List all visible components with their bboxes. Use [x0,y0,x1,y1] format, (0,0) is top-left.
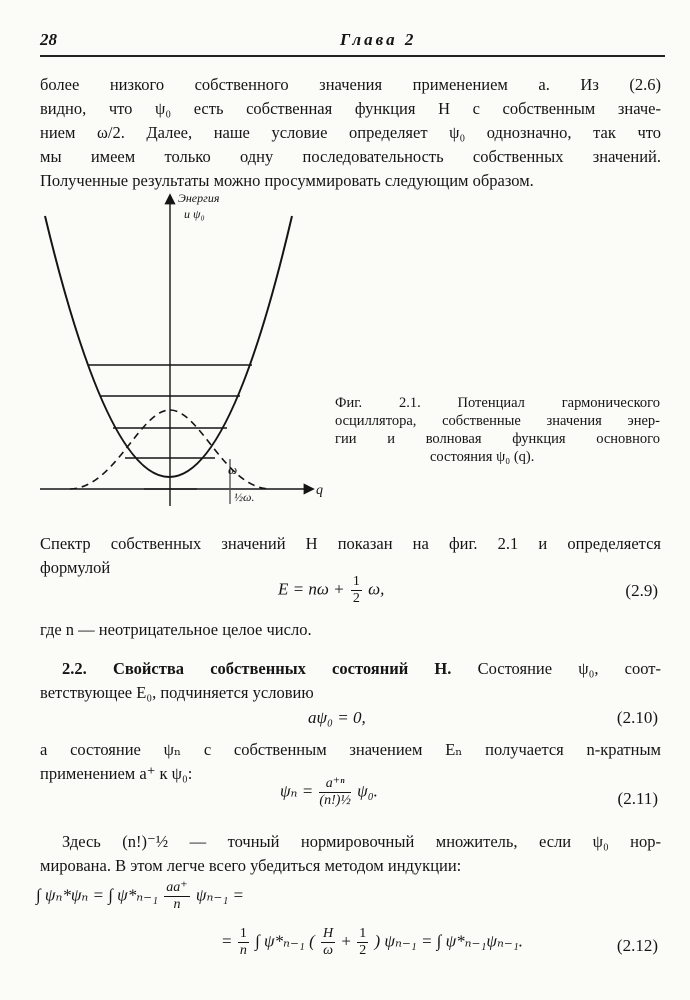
caption-line: состояния ψ₀ (q). [430,449,535,465]
equation-number: (2.10) [616,708,658,727]
equation-2-11: ψₙ = $\frac{\text{a⁺ⁿ}}{\text{(n!)½}}$ ψ₀. [280,776,378,808]
page-number: 28 [40,30,57,49]
caption-line: осциллятора, собственные значения энер- [335,413,660,429]
section-heading: 2.2. Свойства собственных состояний H. [62,659,452,678]
header-rule [40,55,665,57]
x-axis-label: q [316,483,323,498]
section-paragraph: Здесь (n!)⁻½ — точный нормировочный множитель, если ψ₀ нор- [62,832,661,851]
omega-label: ω [228,462,238,477]
text-line: видно, что ψ₀ есть собственная функция H с собственным значе- [40,99,661,118]
text-line: более низкого собственного значения применением a. Из (2.6) [40,75,661,94]
section-heading-line [62,657,661,681]
text-line: мы имеем только одну последовательность собственных значений. [40,147,661,166]
potential-parabola [45,216,292,477]
caption-line: Фиг. 2.1. Потенциал гармонического [335,395,660,411]
intro-paragraph [40,73,661,193]
equation-2-12-line2: = $\frac{1}{n}$ ∫ ψ*ₙ₋₁ ( $\frac{H}{\omega}$ + $\frac{1}{2}$ ) ψₙ₋₁ = ∫ ψ*ₙ₋₁ψₙ₋₁. [222,926,524,958]
section-line: ветствующее E₀, подчиняется условию [40,683,314,702]
equation-2-9: E = nω + $\frac{1}{2}$ ω, [278,574,385,606]
caption-line: гии и волновая функция основного [335,431,660,447]
text-line: Спектр собственных значений H показан на фиг. 2.1 и определяется [40,534,661,553]
section-paragraph: а состояние ψₙ с собственным значением Eₙ получается n-кратным применением a⁺ к ψ₀: [40,740,661,783]
oscillator-figure [30,188,330,518]
equation-2-10: aψ₀ = 0, [308,708,366,727]
equation-number: (2.11) [617,789,658,808]
text-line: Полученные результаты можно просуммировать следующим образом. [40,171,534,190]
section-paragraph: мирована. В этом легче всего убедиться методом индукции: [40,856,462,875]
figure-caption [335,394,660,466]
text-line: нием ω/2. Далее, наше условие определяет ψ₀ однозначно, так что [40,123,661,142]
equation-number: (2.12) [616,936,658,955]
half-omega-label: ½ω. [234,490,255,504]
chapter-title: Глава 2 [340,30,417,49]
text-line: формулой [40,558,111,577]
y-axis-label: и ψ₀ [184,207,205,221]
y-axis-label: Энергия [178,191,220,205]
equation-number: (2.9) [625,581,658,600]
text-line: Состояние ψ₀, соот- [477,659,661,678]
spectrum-paragraph [40,532,661,580]
running-header [40,28,665,52]
equation-2-12-line1: ∫ ψₙ*ψₙ = ∫ ψ*ₙ₋₁ $\frac{aa^+}{n}$ ψₙ₋₁ = [36,880,244,912]
text-line: где n — неотрицательное целое число. [40,620,312,639]
spectrum-note [40,618,661,642]
